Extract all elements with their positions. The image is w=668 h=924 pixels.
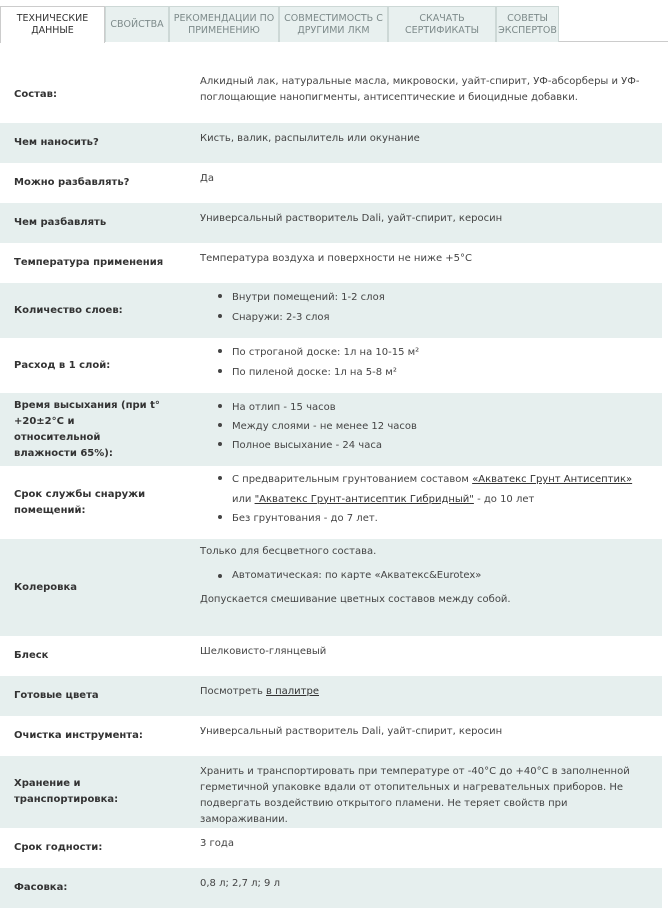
row-text: Посмотреть [200,686,267,697]
list-item: Внутри помещений: 1-2 слоя [200,288,642,308]
table-row [0,636,662,676]
row-value: 3 года [200,838,234,849]
row-label: Чем разбавлять [14,217,107,228]
hybrid-primer-link[interactable]: "Акватекс Грунт-антисептик Гибридный" [254,493,474,505]
row-value: Кисть, валик, распылитель или окунание [200,133,420,144]
row-value: Универсальный растворитель Dali, уайт-спирит, керосин [200,213,503,224]
row-label: Можно разбавлять? [14,177,130,188]
primer-antiseptic-link[interactable]: «Акватекс Грунт Антисептик» [472,474,633,485]
table-row [0,676,662,716]
row-value: 0,8 л; 2,7 л; 9 л [200,878,280,889]
list-item: Без грунтования - до 7 лет. [200,509,642,529]
row-text: Допускается смешивание цветных составов между собой. [200,594,511,605]
row-label: Очистка инструмента: [14,730,143,741]
row-value [200,470,642,529]
row-value [200,343,642,383]
palette-link[interactable]: в палитре [266,686,319,697]
bullet-list [200,568,642,584]
table-row [0,66,662,123]
row-label: Блеск [14,650,49,661]
list-item: На отлип - 15 часов [200,398,642,417]
row-value: Да [200,173,214,184]
row-label: Расход в 1 слой: [14,359,111,371]
table-row [0,828,662,868]
row-value: Алкидный лак, натуральные масла, микровоски, уайт-спирит, УФ-абсорберы и УФ-поглощающие нанопигменты, антисептические и биоцидные добавки. [200,76,640,103]
tab-download-certificates[interactable]: СКАЧАТЬ СЕРТИФИКАТЫ [388,6,496,42]
row-value: Температура воздуха и поверхности не ниже +5°С [200,253,473,264]
tab-compatibility[interactable]: СОВМЕСТИМОСТЬ С ДРУГИМИ ЛКМ [279,6,388,42]
table-row [0,393,662,466]
row-value: Универсальный растворитель Dali, уайт-спирит, керосин [200,726,503,737]
tab-properties[interactable]: СВОЙСТВА [105,6,169,42]
table-row [0,868,662,908]
row-label: Состав: [14,88,58,100]
table-row [0,243,662,283]
list-item-text: - до 10 лет [473,493,535,505]
list-item: Автоматическая: по карте «Акватекс&Eurotex» [200,568,642,584]
bullet-list [200,470,642,529]
row-label: Хранение и транспортировка: [14,778,119,805]
row-value [200,544,642,608]
tab-expert-advice[interactable]: СОВЕТЫ ЭКСПЕРТОВ [496,6,559,42]
row-label: Количество слоев: [14,304,123,316]
table-row [0,163,662,203]
list-item: Между слоями - не менее 12 часов [200,417,642,436]
tab-bar [0,0,668,42]
row-value [200,288,642,328]
table-row [0,716,662,756]
tab-application-recommendations[interactable]: РЕКОМЕНДАЦИИ ПО ПРИМЕНЕНИЮ [169,6,279,42]
list-item [200,470,642,509]
row-label: Колеровка [14,581,78,593]
row-value [200,398,642,455]
table-row [0,756,662,828]
row-label: Температура применения [14,257,164,268]
list-item: Полное высыхание - 24 часа [200,436,642,455]
row-label: Фасовка: [14,882,68,893]
row-label: Чем наносить? [14,137,99,148]
bullet-list [200,343,642,383]
row-label: Срок службы снаружи помещений: [14,488,146,516]
row-text: Только для бесцветного состава. [200,546,377,557]
table-row [0,338,662,393]
list-item-text: С предварительным грунтованием составом [232,474,473,485]
bullet-list [200,288,642,328]
table-row [0,283,662,338]
list-item: По пиленой доске: 1л на 5-8 м² [200,363,642,383]
tab-technical-data[interactable]: ТЕХНИЧЕСКИЕ ДАННЫЕ [0,6,105,43]
list-item-text: или [232,493,255,505]
table-row [0,466,662,539]
list-item: По строганой доске: 1л на 10-15 м² [200,343,642,363]
row-label: Срок годности: [14,842,103,853]
table-row [0,203,662,243]
row-value [200,684,642,700]
row-label: Время высыхания (при t° +20±2°С и относительной влажности 65%): [14,399,160,459]
table-row [0,123,662,163]
row-label: Готовые цвета [14,690,99,701]
table-row [0,539,662,636]
bullet-list [200,398,642,455]
list-item: Снаружи: 2-3 слоя [200,308,642,328]
row-value: Хранить и транспортировать при температуре от -40°С до +40°С в заполненной герметичной упаковке вдали от отопительных и нагревательных приборов. Не подвергать воздействию открытого пламени. Не теряет свойств при замораживании. [200,766,630,825]
row-value: Шелковисто-глянцевый [200,646,327,657]
